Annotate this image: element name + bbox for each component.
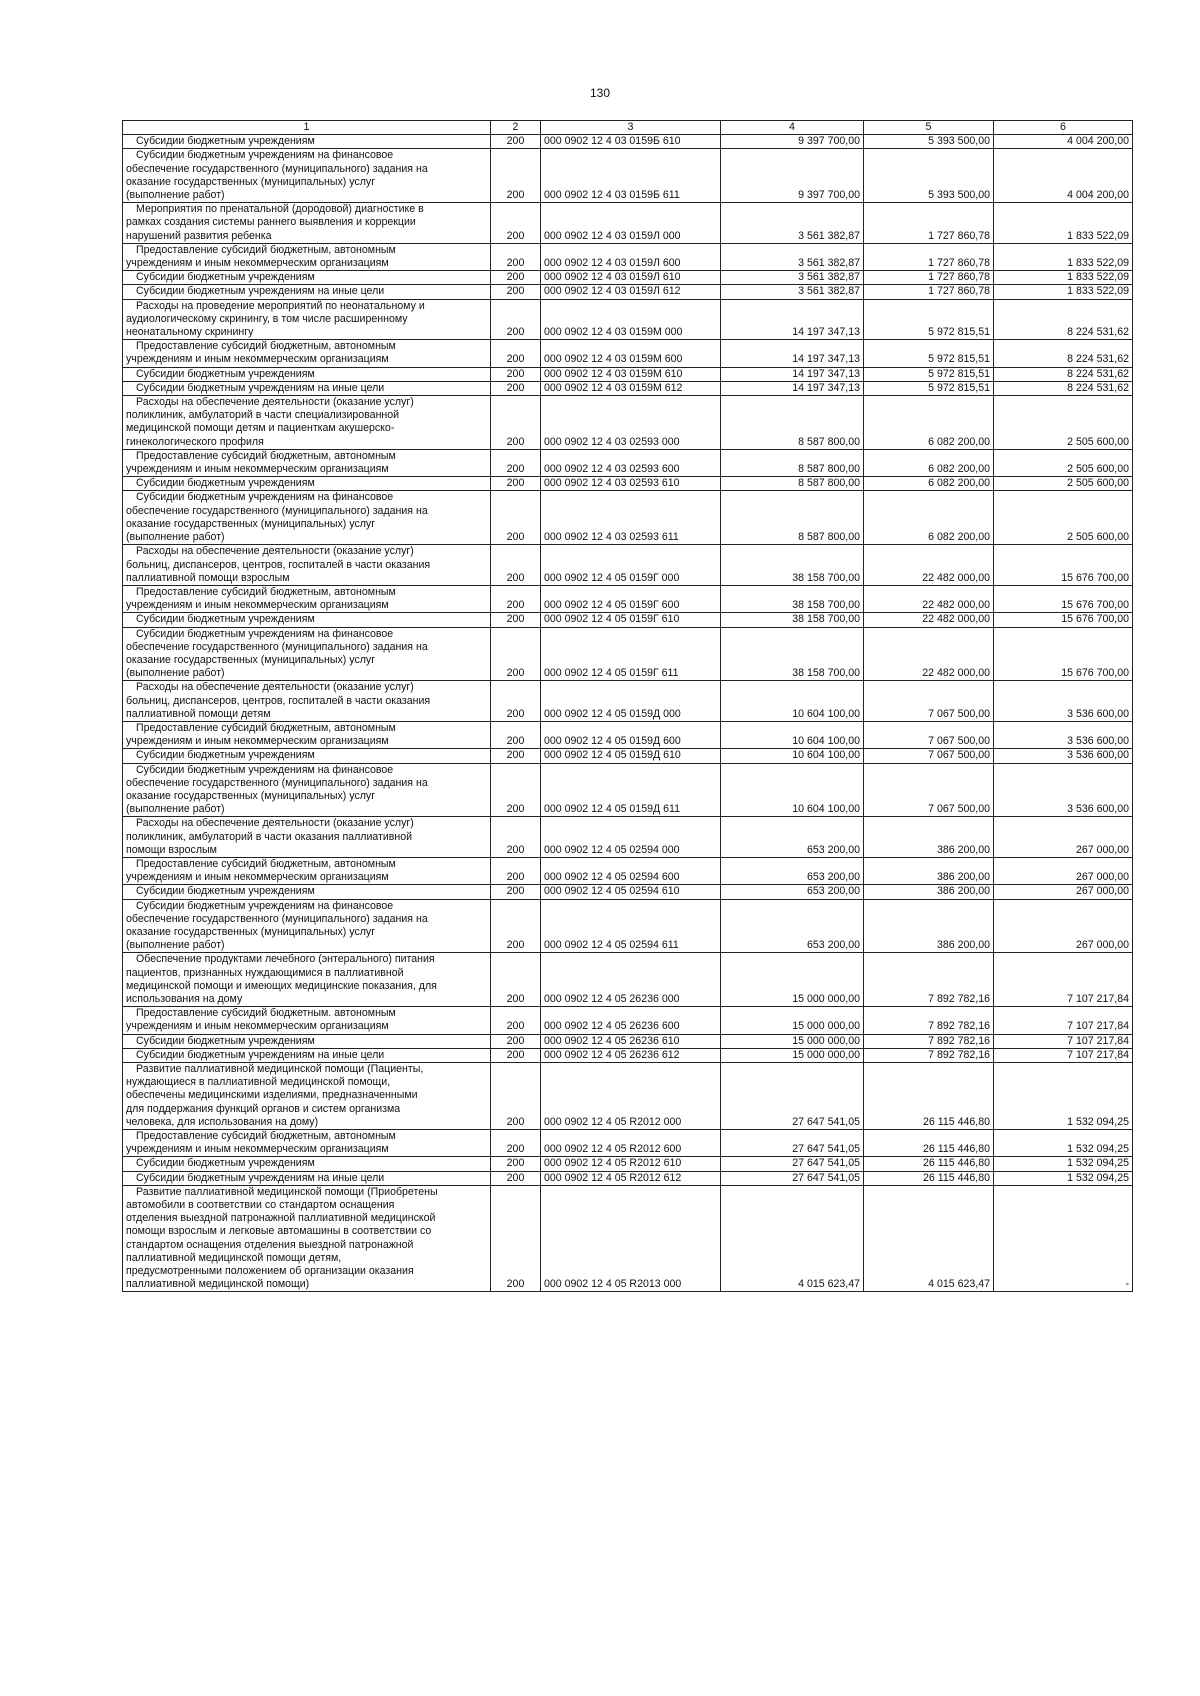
row-amount-col4: 15 000 000,00 <box>721 953 864 1007</box>
row-amount-col5: 22 482 000,00 <box>864 613 994 627</box>
row-amount-col4: 9 397 700,00 <box>721 149 864 203</box>
row-amount-col5: 6 082 200,00 <box>864 477 994 491</box>
row-admin-code: 200 <box>491 681 541 722</box>
row-amount-col6: 1 532 094,25 <box>994 1063 1133 1130</box>
row-amount-col4: 10 604 100,00 <box>721 681 864 722</box>
row-amount-col4: 8 587 800,00 <box>721 449 864 476</box>
row-amount-col4: 8 587 800,00 <box>721 396 864 450</box>
table-row <box>123 817 1133 858</box>
row-amount-col6: 2 505 600,00 <box>994 396 1133 450</box>
row-classification-code: 000 0902 12 4 05 02594 611 <box>541 899 721 953</box>
row-amount-col4: 8 587 800,00 <box>721 491 864 545</box>
row-amount-col5: 4 015 623,47 <box>864 1185 994 1292</box>
table-row <box>123 1130 1133 1157</box>
row-name: Предоставление субсидий бюджетным, автономным учреждениям и иным некоммерческим организациям <box>123 340 491 367</box>
row-admin-code: 200 <box>491 885 541 899</box>
row-amount-col4: 27 647 541,05 <box>721 1157 864 1171</box>
row-classification-code: 000 0902 12 4 03 02593 000 <box>541 396 721 450</box>
table-row <box>123 857 1133 884</box>
row-amount-col6: 15 676 700,00 <box>994 627 1133 681</box>
row-amount-col4: 9 397 700,00 <box>721 135 864 149</box>
row-classification-code: 000 0902 12 4 03 0159Л 610 <box>541 271 721 285</box>
row-name: Мероприятия по пренатальной (дородовой) диагностике в рамках создания системы раннего выявления и коррекции нарушений развития ребенка <box>123 203 491 244</box>
row-amount-col5: 7 892 782,16 <box>864 1048 994 1062</box>
row-admin-code: 200 <box>491 271 541 285</box>
table-row <box>123 243 1133 270</box>
row-admin-code: 200 <box>491 749 541 763</box>
row-admin-code: 200 <box>491 203 541 244</box>
row-name: Субсидии бюджетным учреждениям на иные цели <box>123 1171 491 1185</box>
row-amount-col6: 1 833 522,09 <box>994 203 1133 244</box>
row-amount-col5: 7 892 782,16 <box>864 1034 994 1048</box>
row-amount-col4: 38 158 700,00 <box>721 545 864 586</box>
row-classification-code: 000 0902 12 4 05 R2012 610 <box>541 1157 721 1171</box>
row-classification-code: 000 0902 12 4 05 26236 600 <box>541 1007 721 1034</box>
row-classification-code: 000 0902 12 4 03 0159Л 000 <box>541 203 721 244</box>
row-amount-col5: 7 067 500,00 <box>864 763 994 817</box>
table-row <box>123 613 1133 627</box>
row-admin-code: 200 <box>491 627 541 681</box>
table-row <box>123 271 1133 285</box>
row-classification-code: 000 0902 12 4 03 0159Б 611 <box>541 149 721 203</box>
row-amount-col6: 7 107 217,84 <box>994 1048 1133 1062</box>
table-row <box>123 749 1133 763</box>
row-admin-code: 200 <box>491 381 541 395</box>
row-name: Расходы на проведение мероприятий по неонатальному и аудиологическому скринингу, в том числе расширенному неонатальному скринингу <box>123 299 491 340</box>
row-admin-code: 200 <box>491 1171 541 1185</box>
row-name: Расходы на обеспечение деятельности (оказание услуг) больниц, диспансеров, центров, госпиталей в части оказания паллиативной помощи взрослым <box>123 545 491 586</box>
row-admin-code: 200 <box>491 1034 541 1048</box>
row-name: Субсидии бюджетным учреждениям на иные цели <box>123 381 491 395</box>
row-amount-col6: 8 224 531,62 <box>994 340 1133 367</box>
table-row <box>123 1157 1133 1171</box>
row-amount-col6: 267 000,00 <box>994 899 1133 953</box>
row-amount-col5: 22 482 000,00 <box>864 545 994 586</box>
row-classification-code: 000 0902 12 4 05 26236 000 <box>541 953 721 1007</box>
table-row <box>123 340 1133 367</box>
row-amount-col5: 5 972 815,51 <box>864 367 994 381</box>
row-amount-col5: 5 972 815,51 <box>864 299 994 340</box>
row-amount-col6: 3 536 600,00 <box>994 749 1133 763</box>
row-admin-code: 200 <box>491 396 541 450</box>
row-amount-col4: 653 200,00 <box>721 885 864 899</box>
row-classification-code: 000 0902 12 4 05 R2012 612 <box>541 1171 721 1185</box>
row-name: Субсидии бюджетным учреждениям <box>123 1157 491 1171</box>
row-amount-col5: 5 972 815,51 <box>864 381 994 395</box>
row-admin-code: 200 <box>491 149 541 203</box>
budget-table <box>122 120 1133 1292</box>
row-amount-col5: 386 200,00 <box>864 817 994 858</box>
row-admin-code: 200 <box>491 1130 541 1157</box>
row-amount-col5: 1 727 860,78 <box>864 203 994 244</box>
row-amount-col4: 27 647 541,05 <box>721 1171 864 1185</box>
row-name: Субсидии бюджетным учреждениям <box>123 271 491 285</box>
row-amount-col4: 15 000 000,00 <box>721 1048 864 1062</box>
row-name: Субсидии бюджетным учреждениям <box>123 885 491 899</box>
row-name: Субсидии бюджетным учреждениям <box>123 749 491 763</box>
row-admin-code: 200 <box>491 1007 541 1034</box>
row-amount-col4: 27 647 541,05 <box>721 1063 864 1130</box>
table-row <box>123 545 1133 586</box>
row-amount-col4: 15 000 000,00 <box>721 1034 864 1048</box>
row-admin-code: 200 <box>491 857 541 884</box>
row-amount-col6: 2 505 600,00 <box>994 477 1133 491</box>
header-row <box>123 121 1133 135</box>
row-classification-code: 000 0902 12 4 03 0159Л 612 <box>541 285 721 299</box>
row-amount-col6: 7 107 217,84 <box>994 1007 1133 1034</box>
row-amount-col5: 26 115 446,80 <box>864 1130 994 1157</box>
column-header-3: 3 <box>541 121 721 135</box>
row-amount-col4: 10 604 100,00 <box>721 721 864 748</box>
row-amount-col4: 3 561 382,87 <box>721 203 864 244</box>
row-amount-col6: 1 833 522,09 <box>994 243 1133 270</box>
table-row <box>123 585 1133 612</box>
row-amount-col4: 14 197 347,13 <box>721 381 864 395</box>
row-classification-code: 000 0902 12 4 05 R2013 000 <box>541 1185 721 1292</box>
row-classification-code: 000 0902 12 4 03 02593 611 <box>541 491 721 545</box>
row-amount-col6: 1 532 094,25 <box>994 1171 1133 1185</box>
row-classification-code: 000 0902 12 4 05 0159Д 000 <box>541 681 721 722</box>
row-amount-col6: 267 000,00 <box>994 817 1133 858</box>
row-classification-code: 000 0902 12 4 03 0159Б 610 <box>541 135 721 149</box>
table-row <box>123 381 1133 395</box>
table-row <box>123 396 1133 450</box>
table-row <box>123 1063 1133 1130</box>
table-row <box>123 299 1133 340</box>
row-admin-code: 200 <box>491 449 541 476</box>
row-classification-code: 000 0902 12 4 05 0159Д 611 <box>541 763 721 817</box>
row-name: Развитие паллиативной медицинской помощи (Приобретены автомобили в соответствии со стандартом оснащения отделения выездной патронажной паллиативной медицинской помощи взрослым и легковые автомашины в соответствии со стандартом оснащения отделения выездной патронажной паллиативной медицинской помощи детям, предусмотренными положением об организации оказания паллиативной медицинской помощи) <box>123 1185 491 1292</box>
row-amount-col6: 3 536 600,00 <box>994 763 1133 817</box>
row-admin-code: 200 <box>491 1157 541 1171</box>
row-name: Предоставление субсидий бюджетным, автономным учреждениям и иным некоммерческим организациям <box>123 585 491 612</box>
row-amount-col6: 8 224 531,62 <box>994 381 1133 395</box>
row-amount-col5: 6 082 200,00 <box>864 491 994 545</box>
row-amount-col5: 386 200,00 <box>864 885 994 899</box>
table-row <box>123 627 1133 681</box>
row-amount-col6: 267 000,00 <box>994 885 1133 899</box>
row-amount-col4: 653 200,00 <box>721 817 864 858</box>
row-admin-code: 200 <box>491 545 541 586</box>
row-amount-col4: 38 158 700,00 <box>721 585 864 612</box>
row-amount-col5: 26 115 446,80 <box>864 1063 994 1130</box>
row-amount-col4: 8 587 800,00 <box>721 477 864 491</box>
row-amount-col4: 14 197 347,13 <box>721 299 864 340</box>
table-row <box>123 681 1133 722</box>
row-name: Предоставление субсидий бюджетным. автономным учреждениям и иным некоммерческим организациям <box>123 1007 491 1034</box>
row-amount-col5: 6 082 200,00 <box>864 396 994 450</box>
row-admin-code: 200 <box>491 1063 541 1130</box>
row-admin-code: 200 <box>491 721 541 748</box>
row-amount-col5: 26 115 446,80 <box>864 1171 994 1185</box>
row-classification-code: 000 0902 12 4 05 02594 610 <box>541 885 721 899</box>
row-amount-col5: 1 727 860,78 <box>864 271 994 285</box>
row-name: Субсидии бюджетным учреждениям на иные цели <box>123 1048 491 1062</box>
row-name: Предоставление субсидий бюджетным, автономным учреждениям и иным некоммерческим организациям <box>123 721 491 748</box>
row-amount-col5: 1 727 860,78 <box>864 285 994 299</box>
row-amount-col5: 6 082 200,00 <box>864 449 994 476</box>
row-admin-code: 200 <box>491 299 541 340</box>
table-row <box>123 203 1133 244</box>
row-name: Субсидии бюджетным учреждениям <box>123 135 491 149</box>
row-amount-col6: 1 532 094,25 <box>994 1157 1133 1171</box>
column-header-6: 6 <box>994 121 1133 135</box>
row-classification-code: 000 0902 12 4 03 0159Л 600 <box>541 243 721 270</box>
row-admin-code: 200 <box>491 817 541 858</box>
row-name: Субсидии бюджетным учреждениям на иные цели <box>123 285 491 299</box>
row-admin-code: 200 <box>491 613 541 627</box>
table-row <box>123 149 1133 203</box>
row-admin-code: 200 <box>491 953 541 1007</box>
row-name: Обеспечение продуктами лечебного (энтерального) питания пациентов, признанных нуждающимися в паллиативной медицинской помощи и имеющих медицинские показания, для использования на дому <box>123 953 491 1007</box>
row-classification-code: 000 0902 12 4 05 26236 610 <box>541 1034 721 1048</box>
row-admin-code: 200 <box>491 340 541 367</box>
row-amount-col5: 7 067 500,00 <box>864 721 994 748</box>
row-amount-col4: 14 197 347,13 <box>721 340 864 367</box>
row-classification-code: 000 0902 12 4 05 0159Г 611 <box>541 627 721 681</box>
row-classification-code: 000 0902 12 4 05 0159Г 610 <box>541 613 721 627</box>
row-amount-col5: 7 892 782,16 <box>864 1007 994 1034</box>
table-row <box>123 491 1133 545</box>
row-amount-col6: 3 536 600,00 <box>994 721 1133 748</box>
row-amount-col5: 1 727 860,78 <box>864 243 994 270</box>
row-admin-code: 200 <box>491 477 541 491</box>
row-admin-code: 200 <box>491 1185 541 1292</box>
row-amount-col5: 5 972 815,51 <box>864 340 994 367</box>
row-amount-col4: 653 200,00 <box>721 857 864 884</box>
row-amount-col6: 8 224 531,62 <box>994 367 1133 381</box>
page-number: 130 <box>589 86 611 100</box>
row-admin-code: 200 <box>491 135 541 149</box>
table-row <box>123 1034 1133 1048</box>
table-row <box>123 899 1133 953</box>
row-amount-col6: - <box>994 1185 1133 1292</box>
row-admin-code: 200 <box>491 285 541 299</box>
row-amount-col4: 3 561 382,87 <box>721 271 864 285</box>
row-amount-col6: 267 000,00 <box>994 857 1133 884</box>
row-amount-col5: 5 393 500,00 <box>864 135 994 149</box>
row-classification-code: 000 0902 12 4 05 0159Д 600 <box>541 721 721 748</box>
row-amount-col6: 3 536 600,00 <box>994 681 1133 722</box>
column-header-4: 4 <box>721 121 864 135</box>
row-name: Предоставление субсидий бюджетным, автономным учреждениям и иным некоммерческим организациям <box>123 1130 491 1157</box>
row-amount-col5: 386 200,00 <box>864 857 994 884</box>
row-amount-col5: 26 115 446,80 <box>864 1157 994 1171</box>
row-admin-code: 200 <box>491 367 541 381</box>
table-row <box>123 135 1133 149</box>
table-row <box>123 449 1133 476</box>
row-classification-code: 000 0902 12 4 05 R2012 600 <box>541 1130 721 1157</box>
table-row <box>123 763 1133 817</box>
row-classification-code: 000 0902 12 4 05 R2012 000 <box>541 1063 721 1130</box>
table-row <box>123 1185 1133 1292</box>
row-name: Субсидии бюджетным учреждениям на финансовое обеспечение государственного (муниципального) задания на оказание государственных (муниципальных) услуг (выполнение работ) <box>123 899 491 953</box>
row-amount-col6: 1 532 094,25 <box>994 1130 1133 1157</box>
row-amount-col4: 15 000 000,00 <box>721 1007 864 1034</box>
row-classification-code: 000 0902 12 4 03 0159М 000 <box>541 299 721 340</box>
row-amount-col6: 2 505 600,00 <box>994 449 1133 476</box>
row-name: Субсидии бюджетным учреждениям на финансовое обеспечение государственного (муниципального) задания на оказание государственных (муниципальных) услуг (выполнение работ) <box>123 627 491 681</box>
column-header-1: 1 <box>123 121 491 135</box>
row-classification-code: 000 0902 12 4 05 0159Г 000 <box>541 545 721 586</box>
row-name: Субсидии бюджетным учреждениям <box>123 367 491 381</box>
row-amount-col4: 38 158 700,00 <box>721 627 864 681</box>
row-name: Субсидии бюджетным учреждениям на финансовое обеспечение государственного (муниципального) задания на оказание государственных (муниципальных) услуг (выполнение работ) <box>123 149 491 203</box>
table-row <box>123 367 1133 381</box>
table-row <box>123 1048 1133 1062</box>
row-amount-col6: 7 107 217,84 <box>994 953 1133 1007</box>
row-amount-col6: 7 107 217,84 <box>994 1034 1133 1048</box>
row-name: Предоставление субсидий бюджетным, автономным учреждениям и иным некоммерческим организациям <box>123 243 491 270</box>
table-row <box>123 721 1133 748</box>
row-classification-code: 000 0902 12 4 05 0159Г 600 <box>541 585 721 612</box>
row-name: Предоставление субсидий бюджетным, автономным учреждениям и иным некоммерческим организациям <box>123 857 491 884</box>
row-admin-code: 200 <box>491 243 541 270</box>
row-amount-col6: 4 004 200,00 <box>994 135 1133 149</box>
row-classification-code: 000 0902 12 4 05 26236 612 <box>541 1048 721 1062</box>
row-classification-code: 000 0902 12 4 03 02593 600 <box>541 449 721 476</box>
row-name: Субсидии бюджетным учреждениям <box>123 1034 491 1048</box>
row-amount-col5: 7 067 500,00 <box>864 749 994 763</box>
row-amount-col4: 10 604 100,00 <box>721 749 864 763</box>
row-amount-col6: 8 224 531,62 <box>994 299 1133 340</box>
table-row <box>123 1171 1133 1185</box>
row-amount-col4: 653 200,00 <box>721 899 864 953</box>
row-amount-col5: 5 393 500,00 <box>864 149 994 203</box>
row-classification-code: 000 0902 12 4 05 02594 000 <box>541 817 721 858</box>
row-amount-col4: 3 561 382,87 <box>721 285 864 299</box>
row-amount-col5: 22 482 000,00 <box>864 585 994 612</box>
row-name: Расходы на обеспечение деятельности (оказание услуг) больниц, диспансеров, центров, госпиталей в части оказания паллиативной помощи детям <box>123 681 491 722</box>
column-header-2: 2 <box>491 121 541 135</box>
column-header-5: 5 <box>864 121 994 135</box>
table-row <box>123 1007 1133 1034</box>
row-name: Развитие паллиативной медицинской помощи (Пациенты, нуждающиеся в паллиативной медицинской помощи, обеспечены медицинскими изделиями, предназначенными для поддержания функций органов и систем организма человека, для использования на дому) <box>123 1063 491 1130</box>
row-admin-code: 200 <box>491 1048 541 1062</box>
table-row <box>123 885 1133 899</box>
row-name: Субсидии бюджетным учреждениям <box>123 613 491 627</box>
row-admin-code: 200 <box>491 491 541 545</box>
row-amount-col6: 4 004 200,00 <box>994 149 1133 203</box>
row-amount-col5: 7 892 782,16 <box>864 953 994 1007</box>
row-amount-col4: 14 197 347,13 <box>721 367 864 381</box>
row-amount-col6: 1 833 522,09 <box>994 285 1133 299</box>
row-admin-code: 200 <box>491 763 541 817</box>
row-classification-code: 000 0902 12 4 03 0159М 610 <box>541 367 721 381</box>
row-classification-code: 000 0902 12 4 03 0159М 600 <box>541 340 721 367</box>
row-amount-col5: 22 482 000,00 <box>864 627 994 681</box>
table-row <box>123 477 1133 491</box>
row-amount-col4: 4 015 623,47 <box>721 1185 864 1292</box>
row-amount-col6: 15 676 700,00 <box>994 585 1133 612</box>
row-amount-col4: 3 561 382,87 <box>721 243 864 270</box>
row-name: Субсидии бюджетным учреждениям на финансовое обеспечение государственного (муниципального) задания на оказание государственных (муниципальных) услуг (выполнение работ) <box>123 763 491 817</box>
table-row <box>123 953 1133 1007</box>
table-row <box>123 285 1133 299</box>
row-amount-col6: 2 505 600,00 <box>994 491 1133 545</box>
row-amount-col6: 1 833 522,09 <box>994 271 1133 285</box>
row-amount-col5: 386 200,00 <box>864 899 994 953</box>
row-classification-code: 000 0902 12 4 03 0159М 612 <box>541 381 721 395</box>
row-admin-code: 200 <box>491 899 541 953</box>
row-classification-code: 000 0902 12 4 05 0159Д 610 <box>541 749 721 763</box>
row-amount-col5: 7 067 500,00 <box>864 681 994 722</box>
row-amount-col4: 10 604 100,00 <box>721 763 864 817</box>
row-classification-code: 000 0902 12 4 03 02593 610 <box>541 477 721 491</box>
row-name: Субсидии бюджетным учреждениям <box>123 477 491 491</box>
row-amount-col6: 15 676 700,00 <box>994 545 1133 586</box>
row-amount-col4: 27 647 541,05 <box>721 1130 864 1157</box>
row-name: Расходы на обеспечение деятельности (оказание услуг) поликлиник, амбулаторий в части оказания паллиативной помощи взрослым <box>123 817 491 858</box>
row-admin-code: 200 <box>491 585 541 612</box>
row-name: Предоставление субсидий бюджетным, автономным учреждениям и иным некоммерческим организациям <box>123 449 491 476</box>
row-amount-col4: 38 158 700,00 <box>721 613 864 627</box>
row-name: Расходы на обеспечение деятельности (оказание услуг) поликлиник, амбулаторий в части специализированной медицинской помощи детям и пациенткам акушерско- гинекологического профиля <box>123 396 491 450</box>
row-classification-code: 000 0902 12 4 05 02594 600 <box>541 857 721 884</box>
row-name: Субсидии бюджетным учреждениям на финансовое обеспечение государственного (муниципального) задания на оказание государственных (муниципальных) услуг (выполнение работ) <box>123 491 491 545</box>
row-amount-col6: 15 676 700,00 <box>994 613 1133 627</box>
